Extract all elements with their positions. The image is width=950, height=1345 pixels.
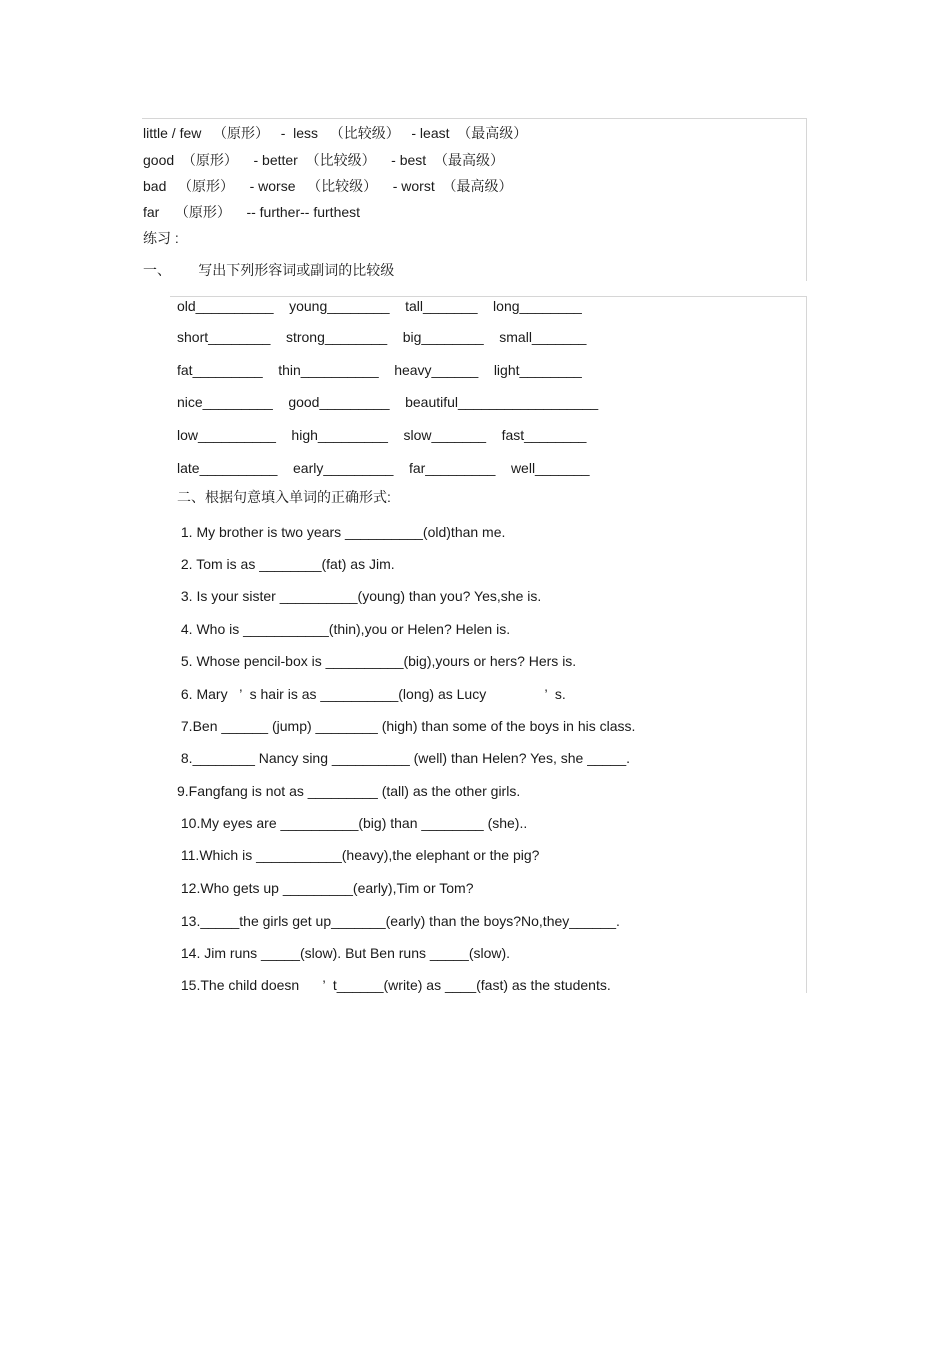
question-3: 3. Is your sister __________(young) than you? Yes,she is. (177, 588, 542, 604)
section2-title: 二、根据句意填入单词的正确形式: (177, 489, 391, 505)
question-2: 2. Tom is as ________(fat) as Jim. (177, 556, 395, 572)
question-9: 9.Fangfang is not as _________ (tall) as the other girls. (177, 783, 521, 799)
question-11: 11.Which is ___________(heavy),the elephant or the pig? (177, 847, 540, 863)
practice-label: 练习 : (143, 230, 179, 246)
section1-row: nice_________ good_________ beautiful__________________ (177, 394, 599, 410)
question-4: 4. Who is ___________(thin),you or Helen? Helen is. (177, 621, 511, 637)
question-12: 12.Who gets up _________(early),Tim or Tom? (177, 880, 474, 896)
rule-far: far （原形） -- further-- furthest (143, 204, 361, 220)
section1-row: late__________ early_________ far_________ well_______ (177, 460, 590, 476)
question-13: 13._____the girls get up_______(early) than the boys?No,they______. (177, 913, 620, 929)
question-6: 6. Mary ’ s hair is as __________(long) as Lucy ’ s. (177, 686, 566, 702)
question-1: 1. My brother is two years __________(old)than me. (177, 524, 506, 540)
rule-bad: bad （原形） - worse （比较级） - worst （最高级） (143, 178, 513, 194)
section1-row: old__________ young________ tall_______ long________ (177, 298, 582, 314)
question-5: 5. Whose pencil-box is __________(big),yours or hers? Hers is. (177, 653, 577, 669)
question-8: 8.________ Nancy sing __________ (well) than Helen? Yes, she _____. (177, 750, 631, 766)
rule-good: good （原形） - better （比较级） - best （最高级） (143, 152, 504, 168)
section1-row: low__________ high_________ slow_______ fast________ (177, 427, 587, 443)
section1-title: 一、 写出下列形容词或副词的比较级 (143, 262, 395, 278)
question-7: 7.Ben ______ (jump) ________ (high) than some of the boys in his class. (177, 718, 636, 734)
section1-row: fat_________ thin__________ heavy______ light________ (177, 362, 582, 378)
question-14: 14. Jim runs _____(slow). But Ben runs _____(slow). (177, 945, 511, 961)
question-10: 10.My eyes are __________(big) than ________ (she).. (177, 815, 528, 831)
question-15: 15.The child doesn ’ t______(write) as ____(fast) as the students. (177, 977, 611, 993)
section1-row: short________ strong________ big________ small_______ (177, 329, 587, 345)
rule-little-few: little / few （原形） - less （比较级） - least （最高级） (143, 125, 528, 141)
table-border-top (142, 118, 807, 281)
